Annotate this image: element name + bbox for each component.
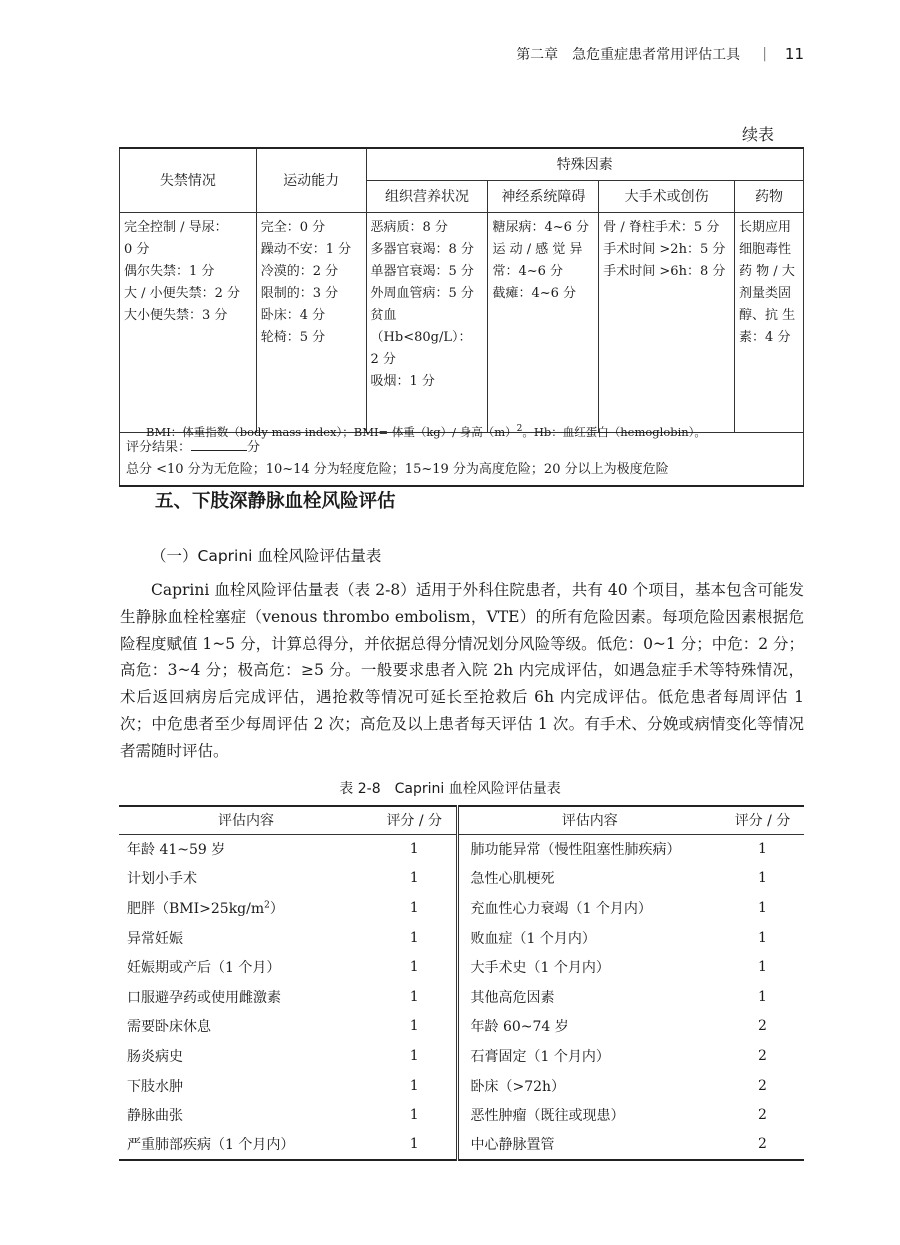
cell-drugs bbox=[735, 212, 804, 432]
score-right: 2 bbox=[758, 1077, 767, 1094]
page-number: 11 bbox=[784, 45, 804, 63]
score-result-unit: 分 bbox=[247, 439, 261, 455]
table-caption: 表 2-8 Caprini 血栓风险评估量表 bbox=[339, 781, 561, 797]
score-result-label: 评分结果： bbox=[126, 439, 192, 455]
table-row bbox=[119, 1071, 804, 1101]
score-left: 1 bbox=[409, 1018, 419, 1035]
col-header-score-right: 评分 / 分 bbox=[721, 806, 804, 834]
score-left: 1 bbox=[409, 959, 419, 976]
continued-label: 续表 bbox=[742, 125, 775, 144]
running-header bbox=[516, 44, 804, 64]
header-nutrition: 组织营养状况 bbox=[366, 180, 488, 212]
score-right: 2 bbox=[758, 1018, 767, 1035]
table-row bbox=[119, 1130, 804, 1160]
risk-factor-right: 充血性心力衰竭（1 个月内） bbox=[457, 893, 721, 923]
cell-line: 截瘫：4~6 分 bbox=[492, 285, 577, 301]
table-row bbox=[119, 952, 804, 982]
body-paragraph: Caprini 血栓风险评估量表（表 2-8）适用于外科住院患者，共有 40 个项目，基本包含可能发生静脉血栓栓塞症（venous thrombo embolism，VTE）的所有危险因素。每项危险因素根据危险程度赋值 1~5 分，计算总得分，并依据总得分情况划分风险等级。低危：0~1 分；中危：2 分；高危：3~4 分；极高危：≥5 分。一般要求患者入院 2h 内完成评估，如遇急症手术等特殊情况，术后返回病房后完成评估，遇抢救等情况可延长至抢救后 6h 内完成评估。低危患者每周评估 1 次；中危患者至少每周评估 2 次；高危及以上患者每天评估 1 次。有手术、分娩或病情变化等情况者需随时评估。 bbox=[120, 581, 804, 760]
risk-factor-right: 中心静脉置管 bbox=[457, 1130, 721, 1160]
cell-surgery bbox=[599, 212, 735, 432]
header-neuro: 神经系统障碍 bbox=[488, 180, 599, 212]
header-special-factors: 特殊因素 bbox=[366, 148, 803, 180]
table-row bbox=[119, 1012, 804, 1042]
col-header-item-right: 评估内容 bbox=[457, 806, 721, 834]
score-left: 1 bbox=[409, 841, 419, 858]
score-summary bbox=[120, 432, 804, 486]
cell-line: 完全控制 / 导尿： bbox=[124, 219, 228, 235]
table-row bbox=[119, 893, 804, 923]
cell-line: 外周血管病：5 分 bbox=[370, 285, 474, 301]
risk-factor-right: 败血症（1 个月内） bbox=[457, 923, 721, 953]
score-left: 1 bbox=[409, 1077, 419, 1094]
cell-line: 吸烟：1 分 bbox=[370, 373, 435, 389]
score-right: 2 bbox=[758, 1047, 767, 1064]
header-drugs: 药物 bbox=[735, 180, 804, 212]
risk-factor-right: 急性心肌梗死 bbox=[457, 864, 721, 894]
col-header-item-left: 评估内容 bbox=[119, 806, 373, 834]
score-left: 1 bbox=[409, 1107, 419, 1124]
score-levels: 总分 <10 分为无危险；10~14 分为轻度危险；15~19 分为高度危险；20 分以上为极度危险 bbox=[126, 461, 669, 477]
score-right: 2 bbox=[758, 1107, 767, 1124]
cell-line: 大小便失禁：3 分 bbox=[124, 307, 228, 323]
header-incontinence: 失禁情况 bbox=[120, 148, 257, 212]
cell-line: 药 物 / 大 bbox=[739, 263, 795, 279]
cell-line: 恶病质：8 分 bbox=[370, 219, 448, 235]
cell-line: 0 分 bbox=[124, 241, 150, 257]
risk-factor-left: 肥胖$(BMI>25kg/m^2)$ bbox=[127, 900, 284, 917]
cell-mobility bbox=[256, 212, 366, 432]
cell-line: 手术时间 >6h：8 分 bbox=[603, 263, 726, 279]
cell-line: 手术时间 >2h：5 分 bbox=[603, 241, 726, 257]
cell-line: 卧床：4 分 bbox=[260, 307, 326, 323]
cell-line: 2 分 bbox=[370, 351, 396, 367]
score-left: 1 bbox=[409, 870, 419, 887]
risk-factor-left: 下肢水肿 bbox=[127, 1078, 183, 1095]
score-left: 1 bbox=[409, 899, 419, 916]
score-right: 1 bbox=[758, 929, 767, 946]
risk-factor-left: 口服避孕药或使用雌激素 bbox=[127, 989, 281, 1006]
risk-factor-left: 年龄 41~59 岁 bbox=[127, 842, 226, 859]
risk-factor-right: 大手术史（1 个月内） bbox=[457, 952, 721, 982]
score-right: 1 bbox=[758, 959, 767, 976]
cell-line: 运 动 / 感 觉 异 bbox=[492, 241, 583, 257]
caprini-table bbox=[119, 805, 804, 1161]
cell-line: 剂量类固 bbox=[739, 285, 792, 301]
table-row bbox=[119, 834, 804, 864]
table-row bbox=[119, 923, 804, 953]
score-right: 1 bbox=[758, 841, 767, 858]
cell-line: 完全：0 分 bbox=[260, 219, 326, 235]
cell-line: 常：4~6 分 bbox=[492, 263, 564, 279]
chapter-title: 第二章 急危重症患者常用评估工具 bbox=[516, 47, 741, 63]
cell-line: 偶尔失禁：1 分 bbox=[124, 263, 215, 279]
table-row bbox=[119, 1041, 804, 1071]
cell-incontinence bbox=[120, 212, 257, 432]
table-footnote: BMI：体重指数（body mass index）；BMI= 体重（kg）/ 身高$(m)^2$。Hb：血红蛋白（hemoglobin）。 bbox=[146, 424, 706, 439]
score-right: 2 bbox=[721, 1130, 804, 1160]
risk-factor-left: 肠炎病史 bbox=[127, 1048, 183, 1065]
risk-factor-right: 恶性肿瘤（既往或现患） bbox=[457, 1100, 721, 1130]
risk-factor-left: 需要卧床休息 bbox=[127, 1019, 211, 1036]
cell-line: 糖尿病：4~6 分 bbox=[492, 219, 590, 235]
subsection-title: （一）Caprini 血栓风险评估量表 bbox=[151, 547, 382, 565]
risk-factor-left: 严重肺部疾病（1 个月内） bbox=[119, 1130, 373, 1160]
cell-line: 躁动不安：1 分 bbox=[260, 241, 352, 257]
risk-factor-right: 其他高危因素 bbox=[457, 982, 721, 1012]
risk-factor-left: 静脉曲张 bbox=[127, 1108, 183, 1125]
cell-line: 素：4 分 bbox=[739, 329, 791, 345]
score-right: 1 bbox=[758, 988, 767, 1005]
risk-factor-right: 年龄 60~74 岁 bbox=[457, 1012, 721, 1042]
table-row bbox=[119, 1100, 804, 1130]
cell-line: 大 / 小便失禁：2 分 bbox=[124, 285, 241, 301]
cell-line: 细胞毒性 bbox=[739, 241, 792, 257]
risk-factor-right: 石膏固定（1 个月内） bbox=[457, 1041, 721, 1071]
header-separator: | bbox=[762, 46, 767, 62]
score-right: 1 bbox=[758, 899, 767, 916]
score-left: 1 bbox=[409, 988, 419, 1005]
col-header-score-left: 评分 / 分 bbox=[373, 806, 457, 834]
risk-factor-left: 妊娠期或产后（1 个月） bbox=[127, 960, 281, 977]
cell-line: 贫血（Hb<80g/L）： bbox=[370, 307, 472, 345]
cell-line: 多器官衰竭：8 分 bbox=[370, 241, 474, 257]
table-row bbox=[119, 864, 804, 894]
cell-line: 限制的：3 分 bbox=[260, 285, 339, 301]
cell-line: 醇、抗 生 bbox=[739, 307, 796, 323]
score-left: 1 bbox=[373, 1130, 457, 1160]
cell-line: 长期应用 bbox=[739, 219, 792, 235]
cell-line: 轮椅：5 分 bbox=[260, 329, 326, 345]
risk-factor-left: 异常妊娠 bbox=[127, 930, 183, 947]
section-title: 五、下肢深静脉血栓风险评估 bbox=[155, 491, 396, 512]
header-surgery: 大手术或创伤 bbox=[599, 180, 735, 212]
risk-factor-left: 计划小手术 bbox=[127, 871, 197, 888]
cell-nutrition bbox=[366, 212, 488, 432]
caprini-table-body bbox=[119, 834, 804, 1160]
risk-factor-right: 肺功能异常（慢性阻塞性肺疾病） bbox=[457, 834, 721, 864]
score-left: 1 bbox=[409, 1047, 419, 1064]
cell-line: 冷漠的：2 分 bbox=[260, 263, 339, 279]
score-right: 1 bbox=[758, 870, 767, 887]
cell-line: 骨 / 脊柱手术：5 分 bbox=[603, 219, 720, 235]
cell-line: 单器官衰竭：5 分 bbox=[370, 263, 474, 279]
cell-neuro bbox=[488, 212, 599, 432]
score-left: 1 bbox=[409, 929, 419, 946]
header-mobility: 运动能力 bbox=[256, 148, 366, 212]
risk-factor-right: 卧床（>72h） bbox=[457, 1071, 721, 1101]
table-row bbox=[119, 982, 804, 1012]
